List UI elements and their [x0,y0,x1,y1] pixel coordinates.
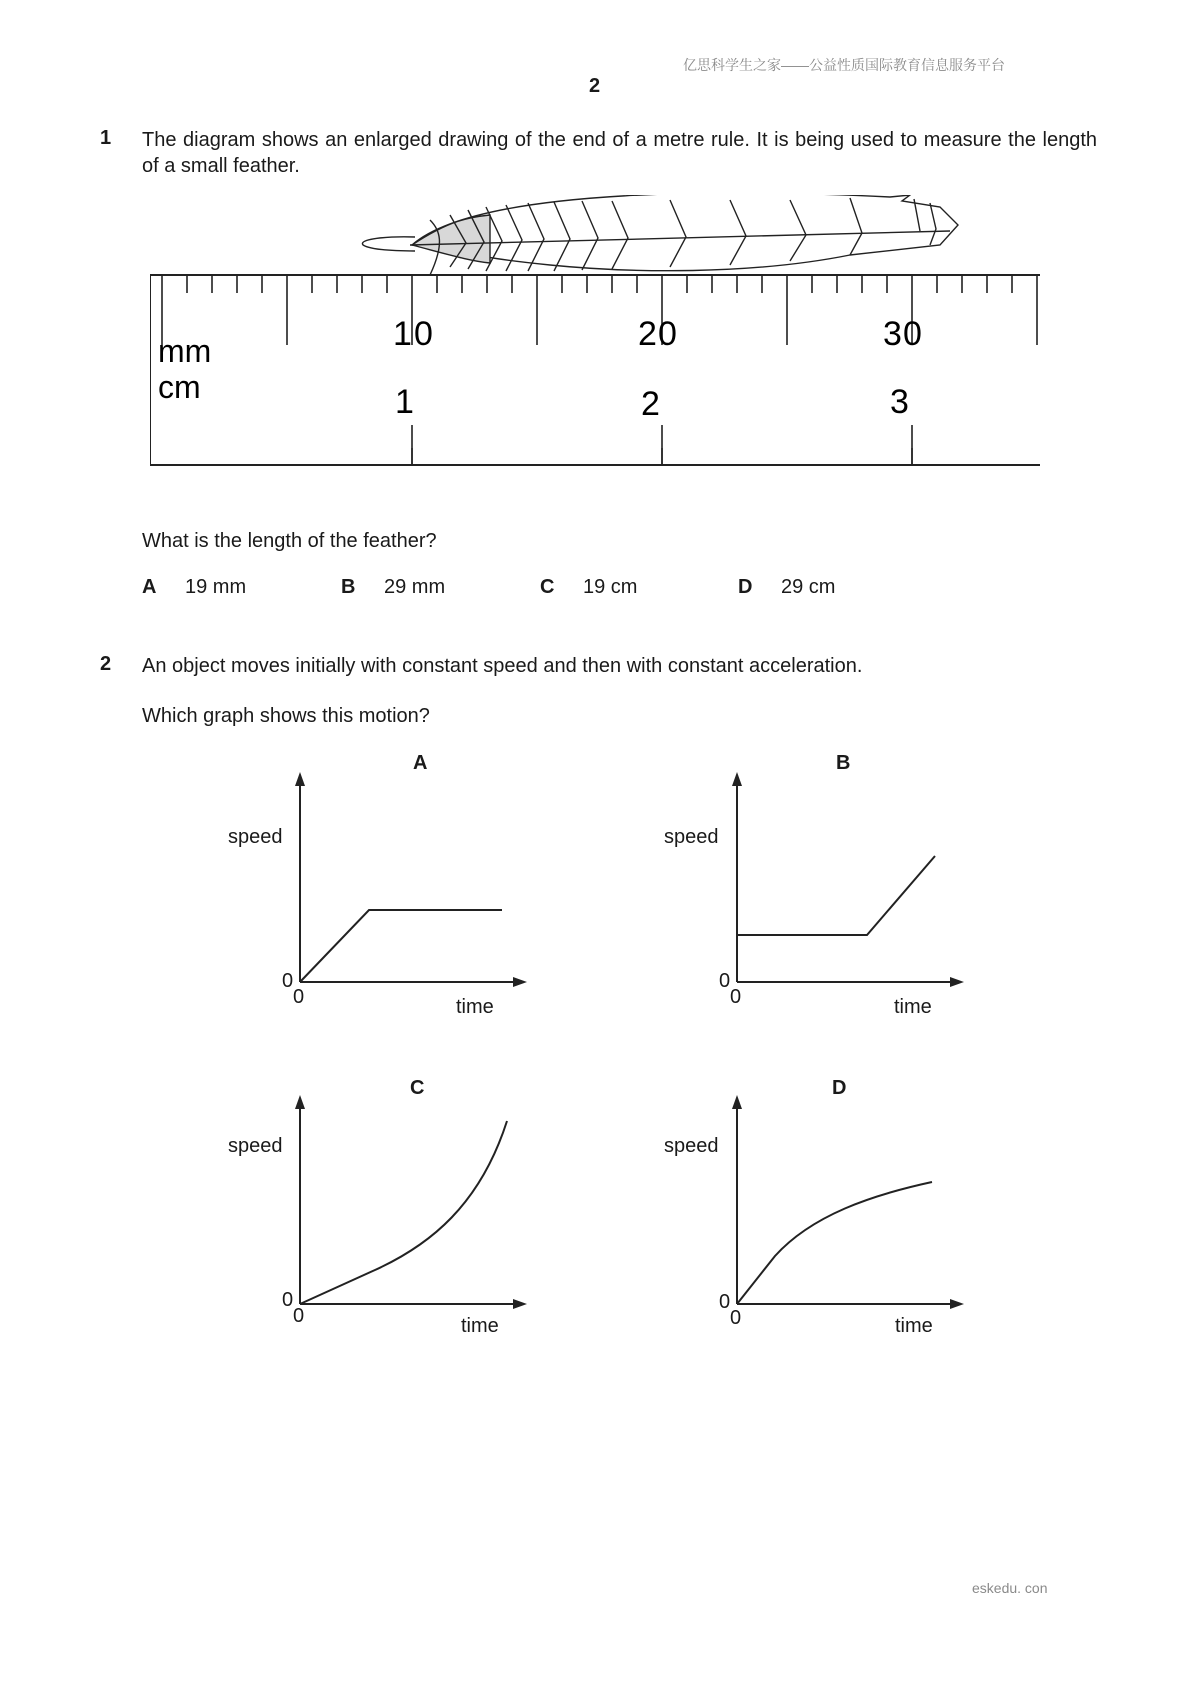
cm-label-2: 2 [641,385,660,423]
mm-label-30-b: 0 [903,315,922,353]
graph-d [637,1075,977,1355]
ruler-feather-diagram [150,195,1040,505]
q1-option-c-value: 19 cm [583,576,638,598]
page-number: 2 [589,75,601,97]
q1-question: What is the length of the feather? [142,530,437,552]
mm-label-20-a: 2 [638,315,657,353]
graph-c-ylabel: speed [228,1135,283,1157]
graph-a-curve [300,910,502,982]
watermark-top: 亿思科学生之家——公益性质国际教育信息服务平台 [683,57,1005,73]
mm-label-10-b: 0 [414,315,433,353]
graph-c [200,1075,540,1355]
feather-drawing [362,195,958,275]
watermark-bottom: eskedu. con [972,1580,1048,1596]
mm-label-20-b: 0 [658,315,677,353]
q1-option-d-value: 29 cm [781,576,836,598]
q1-option-d-letter: D [738,576,753,598]
mm-label-30-a: 3 [883,315,902,353]
graph-c-origin-y: 0 [282,1289,294,1311]
graph-b-ylabel: speed [664,826,719,848]
graph-c-curve [300,1121,507,1304]
q2-question: Which graph shows this motion? [142,705,430,727]
graph-b-origin-y: 0 [719,970,731,992]
graph-a [200,750,540,1030]
graph-b [637,750,977,1030]
q1-option-c-letter: C [540,576,555,598]
graph-c-xlabel: time [461,1315,499,1337]
q1-option-b-value: 29 mm [384,576,446,598]
graph-b-letter: B [836,752,851,774]
cm-label-1: 1 [395,383,414,421]
graph-a-xlabel: time [456,996,494,1018]
graph-c-plot [200,1075,540,1355]
ruler-unit-cm: cm [158,369,201,405]
q1-option-b-letter: B [341,576,356,598]
q2-number: 2 [100,653,112,675]
graph-b-xlabel: time [894,996,932,1018]
q1-number: 1 [100,127,112,149]
graph-d-letter: D [832,1077,847,1099]
graph-b-origin-x: 0 [730,986,742,1008]
mm-label-10-a: 1 [393,315,412,353]
ruler-outline [150,275,1040,465]
graph-c-origin-x: 0 [293,1305,305,1327]
q1-option-a-value: 19 mm [185,576,247,598]
graph-b-curve [737,856,935,935]
graph-b-plot [637,750,977,1030]
graph-d-xlabel: time [895,1315,933,1337]
graph-d-plot [637,1075,977,1355]
q1-text: The diagram shows an enlarged drawing of the end of a metre rule. It is being used to measure the length of a small feather. [142,129,1097,177]
q1-option-a-letter: A [142,576,157,598]
q2-text: An object moves initially with constant speed and then with constant acceleration. [142,655,863,677]
cm-label-3: 3 [890,383,909,421]
graph-a-plot [200,750,540,1030]
graph-c-letter: C [410,1077,425,1099]
ruler-unit-mm: mm [158,333,212,369]
graph-a-origin-y: 0 [282,970,294,992]
graph-a-origin-x: 0 [293,986,305,1008]
graph-d-curve [737,1182,932,1304]
graph-a-letter: A [413,752,428,774]
graph-d-origin-x: 0 [730,1307,742,1329]
graph-a-ylabel: speed [228,826,283,848]
graph-d-origin-y: 0 [719,1291,731,1313]
graph-d-ylabel: speed [664,1135,719,1157]
